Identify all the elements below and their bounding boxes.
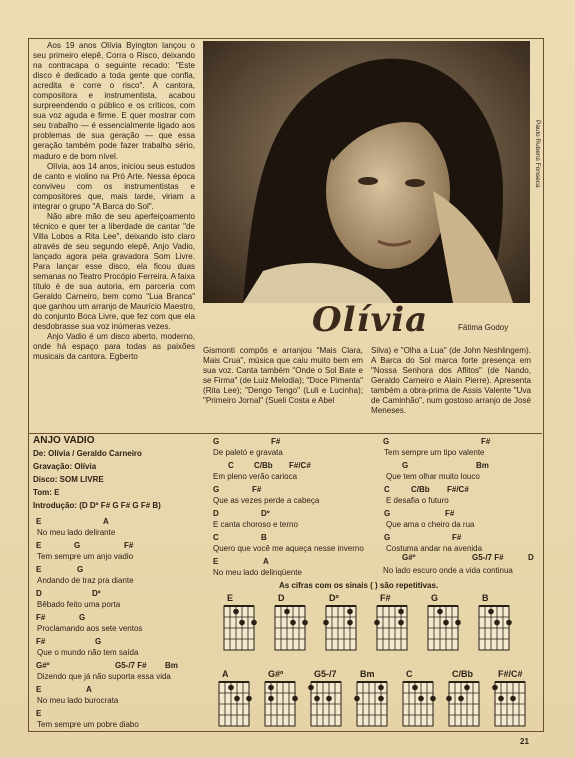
chord-diagram	[492, 669, 528, 730]
lyric-line: Que o mundo não tem saída	[37, 648, 139, 657]
lyric-line: Proclamando aos sete ventos	[37, 624, 143, 633]
chord-name: C/Bb	[452, 669, 473, 679]
song-authors: De: Olívia / Geraldo Carneiro	[33, 449, 142, 458]
paragraph: Aos 19 anos Olívia Byington lançou o seu primeiro elepê, Corra o Risco, deixando na contracapa o seguinte recado: "Este disco é dedicado a toda gente que confia, acredita e corre o risco". A cantora, compositora e instrumentista, acabou surpreendendo o público e os críticos, com sua voz aguda e firme. E quer mostrar com seu trabalho — é essencialmente ligado aos problemas de sua geração — que essa geração também pode fazer trabalho sério, maduro e de bom nível.	[33, 41, 195, 161]
fretboard	[374, 604, 410, 654]
chord-symbol: G	[213, 485, 220, 494]
fretboard	[308, 680, 344, 730]
article-title: Olívia	[312, 300, 429, 340]
byline: Fátima Godoy	[458, 323, 509, 332]
chord-diagram	[354, 669, 390, 730]
fretboard	[492, 680, 528, 730]
chord-symbol: F#/C#	[447, 485, 469, 494]
chord-symbol: A	[103, 517, 109, 526]
lyric-line: E canta choroso e terno	[213, 520, 298, 529]
chord-diagram	[262, 669, 298, 730]
chord-symbol: G	[79, 613, 86, 622]
song-disc: Disco: SOM LIVRE	[33, 475, 104, 484]
chord-symbol: F#	[36, 613, 46, 622]
lyric-line: Quero que você me aqueça nesse inverno	[213, 544, 364, 553]
chord-name: B	[482, 593, 489, 603]
chord-symbol: Dº	[261, 509, 270, 518]
chord-symbol: G5-/7 F#	[472, 553, 504, 562]
chord-symbol: Dº	[92, 589, 101, 598]
chord-symbol: C/Bb	[411, 485, 430, 494]
lyric-line: Dizendo que já não suporta essa vida	[37, 672, 171, 681]
lyric-line: Costuma andar na avenida	[386, 544, 483, 553]
chord-symbol: G5-/7 F#	[115, 661, 147, 670]
lyric-line: Que ama o cheiro da rua	[386, 520, 475, 529]
fretboard	[425, 604, 461, 654]
chord-symbol: G	[77, 565, 84, 574]
chord-name: C	[406, 669, 413, 679]
chord-symbol: F#	[452, 533, 462, 542]
chord-diagram	[425, 593, 461, 654]
chord-symbol: E	[36, 709, 42, 718]
chord-symbol: G	[384, 533, 391, 542]
chord-symbol: F#	[36, 637, 46, 646]
song-recording: Gravação: Olívia	[33, 462, 97, 471]
chord-symbol: F#	[481, 437, 491, 446]
chord-diagram	[400, 669, 436, 730]
fretboard	[446, 680, 482, 730]
chord-symbol: F#/C#	[289, 461, 311, 470]
chord-diagram	[216, 669, 252, 730]
chord-name: F#/C#	[498, 669, 523, 679]
article-column-2: Gismonti compôs e arranjou "Mais Clara, Mais Crua", música que caiu muito bem em sua voz. Canta também "Onde o Sol Bate e se Firma" (de Luiz Melodia); "Doce Pimenta" (Rita Lee); "Dengo Tengo" (Luli e Lucinha); "Primeiro Jornal" (Sueli Costa e Abel	[203, 346, 363, 406]
chord-symbol: G	[383, 437, 390, 446]
fretboard	[476, 604, 512, 654]
chord-diagram	[446, 669, 482, 730]
chord-symbol: F#	[271, 437, 281, 446]
chord-symbol: D	[36, 589, 42, 598]
fretboard	[216, 680, 252, 730]
chord-name: A	[222, 669, 229, 679]
chord-diagram	[272, 593, 308, 654]
lyric-line: E desafia o futuro	[386, 496, 449, 505]
chord-symbol: C	[213, 533, 219, 542]
chord-symbol: A	[263, 557, 269, 566]
song-intro: Introdução: (D Dº F# G F# G F# B)	[33, 501, 161, 510]
chord-symbol: G#º	[402, 553, 416, 562]
chord-diagram	[476, 593, 512, 654]
chord-symbol: G	[402, 461, 409, 470]
chord-symbol: A	[86, 685, 92, 694]
chord-diagram	[323, 593, 359, 654]
chord-symbol: Bm	[476, 461, 489, 470]
photo-credit: Paulo Rubens Fonseca	[534, 120, 541, 188]
lyric-line: Bêbado feito uma porta	[37, 600, 121, 609]
lyric-line: Tem sempre um anjo vadio	[37, 552, 134, 561]
chord-symbol: F#	[445, 509, 455, 518]
chord-name: F#	[380, 593, 391, 603]
fretboard	[354, 680, 390, 730]
page-number: 21	[520, 737, 529, 746]
chord-name: G	[431, 593, 439, 603]
chord-diagram	[308, 669, 344, 730]
chord-symbol: F#	[252, 485, 262, 494]
chord-name: E	[227, 593, 234, 603]
chord-name: D	[278, 593, 285, 603]
chord-symbol: E	[36, 517, 42, 526]
chord-name: G5-/7	[314, 669, 337, 679]
lyric-line: Que tem olhar muito louco	[386, 472, 480, 481]
lyric-line: Em pleno verão carioca	[213, 472, 298, 481]
chord-symbol: E	[36, 541, 42, 550]
chord-symbol: G	[384, 509, 391, 518]
chord-diagram	[221, 593, 257, 654]
lyric-line: No lado escuro onde a vida continua	[383, 566, 513, 575]
chord-symbol: G#º	[36, 661, 50, 670]
chord-symbol: B	[261, 533, 267, 542]
chord-symbol: G	[74, 541, 81, 550]
paragraph: Anjo Vadio é um disco aberto, moderno, onde há espaço para todas as paixões musicais da cantora. Egberto	[33, 332, 195, 362]
chord-symbol: D	[528, 553, 534, 562]
fretboard	[400, 680, 436, 730]
chord-symbol: C	[228, 461, 234, 470]
chord-name: Dº	[329, 593, 339, 603]
chord-symbol: G	[95, 637, 102, 646]
fretboard	[272, 604, 308, 654]
lyric-line: No meu lado delirante	[37, 528, 116, 537]
chord-symbol: E	[36, 565, 42, 574]
lyric-line: Tem sempre um pobre diabo	[37, 720, 139, 729]
chord-name: Bm	[360, 669, 375, 679]
chord-symbol: Bm	[165, 661, 178, 670]
fretboard	[221, 604, 257, 654]
chord-symbol: C/Bb	[254, 461, 273, 470]
chord-symbol: C	[384, 485, 390, 494]
chord-symbol: D	[213, 509, 219, 518]
chord-symbol: E	[36, 685, 42, 694]
song-key: Tom: E	[33, 488, 60, 497]
lyric-line: Que as vezes perde a cabeça	[213, 496, 320, 505]
fretboard	[262, 680, 298, 730]
article-column-3: Silva) e "Olha a Lua" (de John Neshlingem). A Barca do Sol marca forte presença em "Nossa Senhora dos Aflitos" (de Nando, Geraldo Carneiro e Alain Pierre). Apresenta também a obra-prima de Assis Valente "Uva de Caminhão", num gostoso arranjo de José Meneses.	[371, 346, 531, 416]
fretboard	[323, 604, 359, 654]
lyric-line: De paletó e gravata	[213, 448, 283, 457]
chord-diagram	[374, 593, 410, 654]
chord-symbol: F#	[124, 541, 134, 550]
paragraph: Olívia, aos 14 anos, iniciou seus estudos de canto e violino na Pró Arte. Nessa época conviveu com os instrumentistas e compositores que, mais tarde, viriam a integrar o grupo "A Barca do Sol".	[33, 161, 195, 211]
lyric-line: No meu lado delinqüente	[213, 568, 302, 577]
repeat-note: As cifras com os sinais ( ) são repetitivas.	[279, 581, 439, 590]
song-title: ANJO VADIO	[33, 435, 95, 446]
lyric-line: No meu lado burocrata	[37, 696, 119, 705]
chord-name: G#º	[268, 669, 284, 679]
lyric-line: Andando de traz pra diante	[37, 576, 134, 585]
lyric-line: Tem sempre um tipo valente	[384, 448, 485, 457]
chord-symbol: G	[213, 437, 220, 446]
chord-symbol: E	[213, 557, 219, 566]
paragraph: Não abre mão de seu aperfeiçoamento técnico e quer ter a liberdade de cantar "de Villa Lobos a Rita Lee", deixando isto claro através de seu segundo elepê, Anjo Vadio, lançado agora pela gravadora Som Livre. Para lançar esse disco, ela ficou duas semanas no Teatro Procópio Ferreira. A faixa título é de sua autoria, em parceria com Geraldo Carneiro, bem como "Lua Branca" que ganhou um arranjo de Maurício Maestro, do conjunto Boca Livre, que fez com que ela desdobrasse sua voz inúmeras vezes.	[33, 211, 195, 332]
